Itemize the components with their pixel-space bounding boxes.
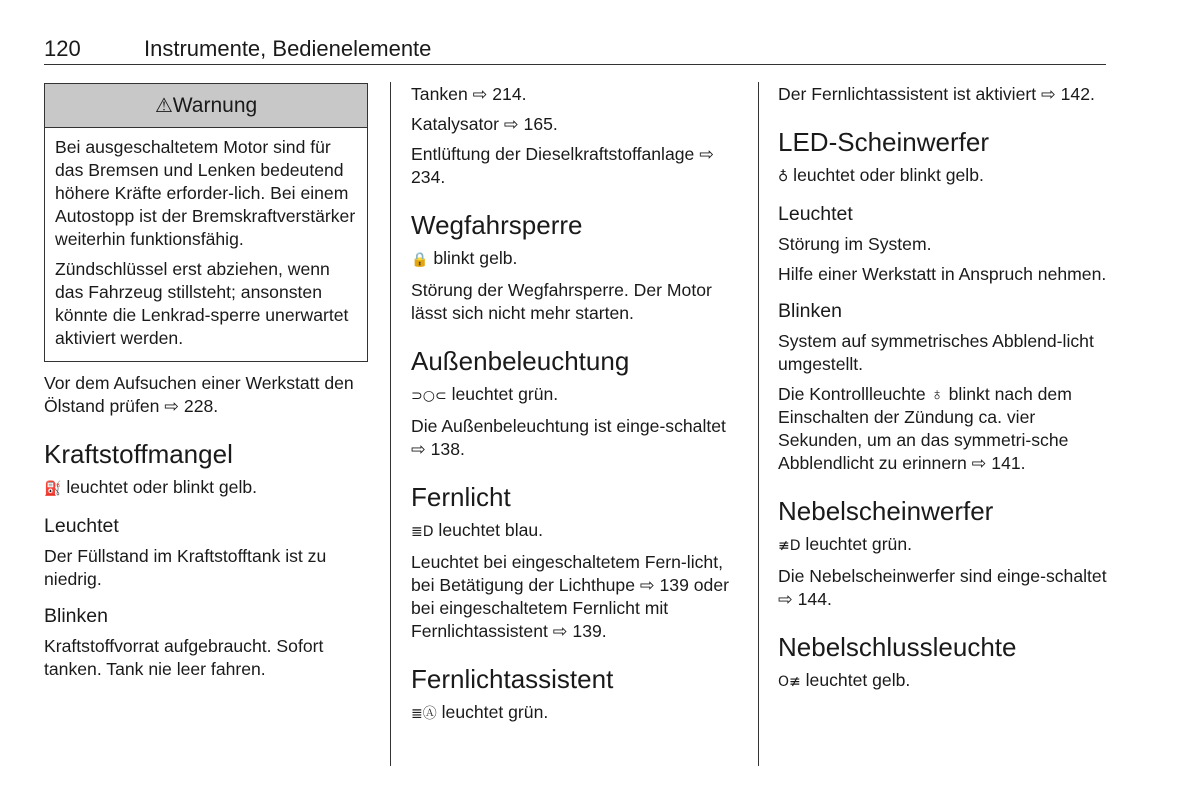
warning-header xyxy=(45,84,367,128)
section-heading: Fernlichtassistent xyxy=(411,664,614,694)
paragraph: Tanken ⇨ 214. xyxy=(411,84,527,104)
warning-title: Warnung xyxy=(172,94,258,117)
fuel-pump-icon: ⛽ xyxy=(44,481,62,497)
paragraph: Die Kontrollleuchte ♁ blinkt nach dem Einschalten der Zündung ca. vier Sekunden, um an das symmetri-sche Abblendlicht zu erinnern ⇨ 141. xyxy=(778,384,1072,473)
column-right xyxy=(778,83,1108,701)
led-headlight-icon: ♁ xyxy=(778,169,789,185)
status-line: ♁ leuchtet oder blinkt gelb. xyxy=(778,165,984,185)
chapter-title: Instrumente, Bedienelemente xyxy=(144,36,432,61)
section-heading: Kraftstoffmangel xyxy=(44,439,233,469)
section-heading: Nebelschlussleuchte xyxy=(778,632,1017,662)
subheading: Leuchtet xyxy=(44,515,119,537)
high-beam-icon: ≣D xyxy=(411,524,434,540)
warning-triangle-icon: ⚠ xyxy=(154,93,173,117)
fog-light-icon: ≢D xyxy=(778,538,801,554)
paragraph: System auf symmetrisches Abblend-licht umgestellt. xyxy=(778,331,1094,374)
warning-box xyxy=(44,83,368,362)
high-beam-assist-icon: ≣Ⓐ xyxy=(411,706,437,722)
immobilizer-icon: 🔒 xyxy=(411,252,429,268)
paragraph: Kraftstoffvorrat aufgebraucht. Sofort tanken. Tank nie leer fahren. xyxy=(44,636,324,679)
paragraph: Die Nebelscheinwerfer sind einge-schaltet ⇨ 144. xyxy=(778,566,1107,609)
column-middle xyxy=(411,83,741,733)
paragraph: Katalysator ⇨ 165. xyxy=(411,114,558,134)
column-divider xyxy=(758,82,759,766)
subheading: Leuchtet xyxy=(778,203,853,225)
rear-fog-light-icon: O≢ xyxy=(778,674,801,690)
status-line: ⊃○⊂ leuchtet grün. xyxy=(411,384,559,404)
status-line: O≢ leuchtet gelb. xyxy=(778,670,911,690)
paragraph: Leuchtet bei eingeschaltetem Fern-licht, bei Betätigung der Lichthupe ⇨ 139 oder bei eingeschaltetem Fernlicht mit Fernlichtassistent ⇨ 139. xyxy=(411,552,729,641)
status-line: 🔒 blinkt gelb. xyxy=(411,248,518,268)
paragraph: Störung der Wegfahrsperre. Der Motor lässt sich nicht mehr starten. xyxy=(411,280,712,323)
warning-text: Bei ausgeschaltetem Motor sind für das Bremsen und Lenken bedeutend höhere Kräfte erforder-lich. Bei einem Autostopp ist der Bremskraftverstärker weiterhin funktionsfähig. xyxy=(55,137,356,249)
exterior-light-icon: ⊃○⊂ xyxy=(411,388,447,404)
column-left xyxy=(44,83,368,688)
section-heading: LED-Scheinwerfer xyxy=(778,127,989,157)
status-line: ⛽ leuchtet oder blinkt gelb. xyxy=(44,477,258,497)
section-heading: Fernlicht xyxy=(411,482,511,512)
page-header xyxy=(44,34,1106,65)
subheading: Blinken xyxy=(44,605,108,627)
paragraph: Der Füllstand im Kraftstofftank ist zu niedrig. xyxy=(44,546,327,589)
paragraph: Vor dem Aufsuchen einer Werkstatt den Ölstand prüfen ⇨ 228. xyxy=(44,373,354,416)
section-heading: Nebelscheinwerfer xyxy=(778,496,994,526)
paragraph: Der Fernlichtassistent ist aktiviert ⇨ 142. xyxy=(778,84,1095,104)
column-divider xyxy=(390,82,391,766)
paragraph: Entlüftung der Dieselkraftstoffanlage ⇨ 234. xyxy=(411,144,714,187)
status-line: ≣Ⓐ leuchtet grün. xyxy=(411,702,549,722)
section-heading: Außenbeleuchtung xyxy=(411,346,630,376)
paragraph: Die Außenbeleuchtung ist einge-schaltet ⇨ 138. xyxy=(411,416,726,459)
paragraph: Hilfe einer Werkstatt in Anspruch nehmen. xyxy=(778,264,1107,284)
status-line: ≣D leuchtet blau. xyxy=(411,520,544,540)
section-heading: Wegfahrsperre xyxy=(411,210,583,240)
status-line: ≢D leuchtet grün. xyxy=(778,534,913,554)
warning-text: Zündschlüssel erst abziehen, wenn das Fahrzeug stillsteht; ansonsten könnte die Lenkrad-sperre unerwartet aktiviert werden. xyxy=(55,259,349,348)
paragraph: Störung im System. xyxy=(778,234,932,254)
page-number: 120 xyxy=(44,36,81,61)
subheading: Blinken xyxy=(778,300,842,322)
